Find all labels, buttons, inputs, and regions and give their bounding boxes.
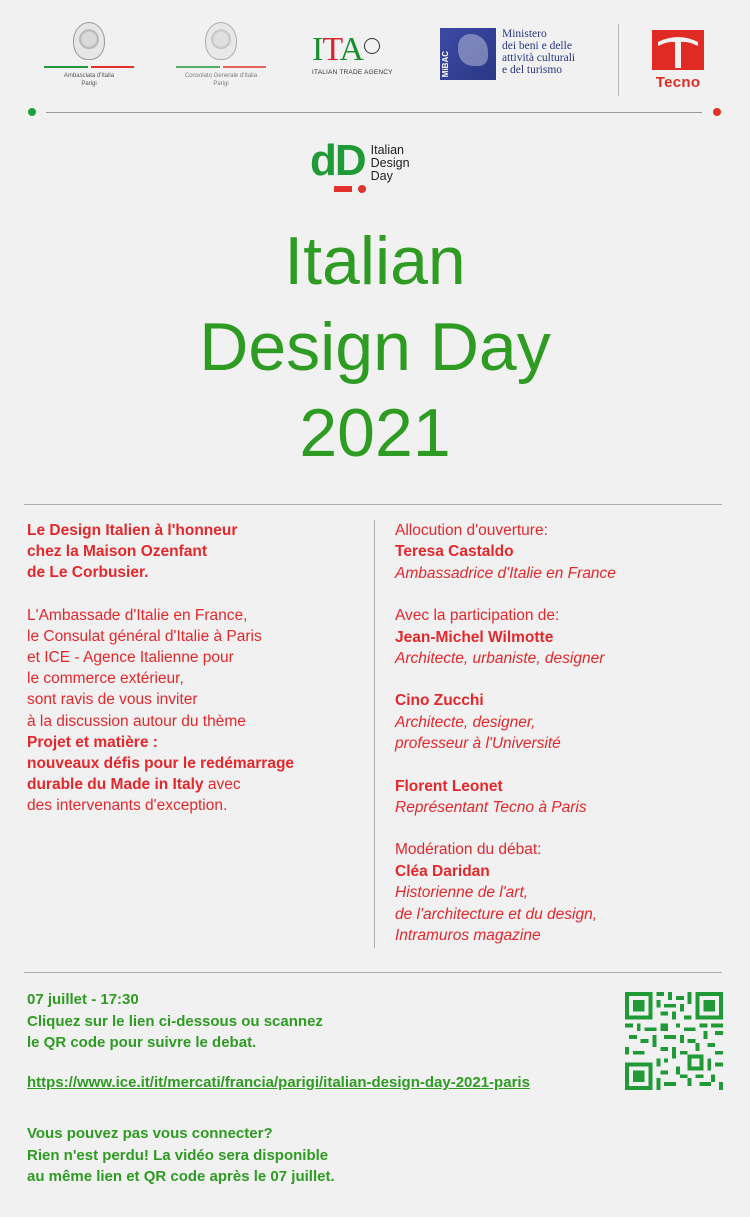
title-line-3: 2021 <box>299 395 451 471</box>
opening-label: Allocution d'ouverture: <box>395 522 548 539</box>
theme-tail: avec <box>203 776 241 794</box>
mibac-label: MiBAC <box>441 50 450 77</box>
event-datetime: 07 juillet - 17:30 <box>27 991 139 1008</box>
replay-note-2: Rien n'est perdu! La vidéo sera disponible <box>27 1146 329 1164</box>
qr-code-icon[interactable] <box>624 992 724 1090</box>
column-divider <box>374 520 375 948</box>
speaker-name: Jean-Michel Wilmotte <box>395 628 554 646</box>
body-line-1: L'Ambassade d'Italie en France, <box>27 606 248 624</box>
tricolor-lines <box>176 66 266 68</box>
intro-line-1: Le Design Italien à l'honneur <box>27 522 238 539</box>
italian-emblem-icon <box>73 22 105 60</box>
body-line-2: le Consulat général d'Italie à Paris <box>27 627 262 645</box>
speaker-role: Architecte, urbaniste, designer <box>395 650 605 668</box>
body-line-6: à la discussion autour du thème <box>27 712 246 730</box>
speaker-name: Teresa Castaldo <box>395 543 514 561</box>
speaker-role: Architecte, designer, <box>395 713 536 731</box>
top-divider <box>46 112 702 113</box>
title-line-2: Design Day <box>199 309 551 385</box>
speaker-role: professeur à l'Université <box>395 735 561 753</box>
speaker-name: Cléa Daridan <box>395 862 490 880</box>
embassy-logo <box>44 22 134 88</box>
event-instructions-2: le QR code pour suivre le debat. <box>27 1034 257 1051</box>
replay-note-3: au même lien et QR code après le 07 juillet. <box>27 1168 335 1185</box>
tecno-t-icon <box>652 30 704 70</box>
italian-design-day-logo <box>310 136 410 185</box>
moderation-label: Modération du débat: <box>395 841 542 859</box>
speaker-role: de l'architecture et du design, <box>395 905 597 923</box>
ice-circle-icon <box>364 38 380 54</box>
tecno-word: Tecno <box>655 74 701 91</box>
mibac-text: Ministero dei beni e delle attività culturali e del turismo <box>502 28 576 76</box>
speaker-block-opening <box>395 520 725 584</box>
ita-mark-t: T <box>322 31 340 68</box>
speakers-list <box>395 520 725 968</box>
body-line-5: sont ravis de vous inviter <box>27 691 198 709</box>
mibac-logo <box>440 28 614 80</box>
mibac-icon <box>440 28 496 80</box>
italian-emblem-icon <box>205 22 237 60</box>
title-line-1: Italian <box>284 223 466 299</box>
participation-label: Avec la participation de: <box>395 607 560 625</box>
dd-logo-text: Italian Design Day <box>370 143 410 183</box>
consulate-text: Consolato Generale d'Italia Parigi <box>184 73 258 87</box>
event-instructions-1: Cliquez sur le lien ci-dessous ou scannez <box>27 1012 323 1030</box>
event-info <box>27 989 323 1054</box>
dd-red-bar <box>334 186 352 192</box>
event-link[interactable]: https://www.ice.it/it/mercati/francia/parigi/italian-design-day-2021-paris <box>27 1074 530 1091</box>
speaker-name: Florent Leonet <box>395 777 503 795</box>
speaker-role: Ambassadrice d'Italie en France <box>395 564 616 582</box>
ita-mark-a: A <box>339 31 363 68</box>
speaker-role: Représentant Tecno à Paris <box>395 799 587 817</box>
section-divider-top <box>24 504 722 505</box>
tricolor-lines <box>44 66 134 68</box>
speaker-role: Historienne de l'art, <box>395 884 529 902</box>
body-last-line: des intervenants d'exception. <box>27 797 228 815</box>
ita-mark-i: I <box>312 31 323 68</box>
body-line-4: le commerce extérieur, <box>27 670 184 688</box>
embassy-text: Ambasciata d'Italia Parigi <box>63 73 115 87</box>
invitation-text <box>27 520 367 817</box>
replay-note <box>27 1123 335 1188</box>
speaker-block-leonet <box>395 776 725 819</box>
replay-note-1: Vous pouvez pas vous connecter? <box>27 1125 273 1142</box>
ita-subtitle: ITALIAN TRADE AGENCY <box>312 69 393 76</box>
dd-red-dot <box>358 185 366 193</box>
theme-line-3: durable du Made in Italy <box>27 776 204 794</box>
page-title <box>0 218 750 476</box>
theme-line-2: nouveaux défis pour le redémarrage <box>27 755 295 773</box>
dd-mark <box>310 136 365 185</box>
speaker-block-moderation <box>395 839 725 946</box>
section-divider-bottom <box>24 972 722 973</box>
speaker-block-participation <box>395 605 725 669</box>
logo-divider <box>618 24 619 96</box>
body-line-3: et ICE - Agence Italienne pour <box>27 649 234 667</box>
consulate-logo <box>176 22 266 88</box>
green-dot <box>28 108 36 116</box>
tecno-logo <box>650 30 706 91</box>
speaker-name: Cino Zucchi <box>395 692 484 710</box>
red-dot <box>713 108 721 116</box>
theme-line-1: Projet et matière : <box>27 733 158 751</box>
intro-line-3: de Le Corbusier. <box>27 564 149 582</box>
dd-mark-text: dD <box>310 136 365 185</box>
speaker-block-zucchi <box>395 690 725 754</box>
speaker-role: Intramuros magazine <box>395 927 541 945</box>
ita-logo <box>312 31 393 76</box>
intro-line-2: chez la Maison Ozenfant <box>27 543 208 561</box>
